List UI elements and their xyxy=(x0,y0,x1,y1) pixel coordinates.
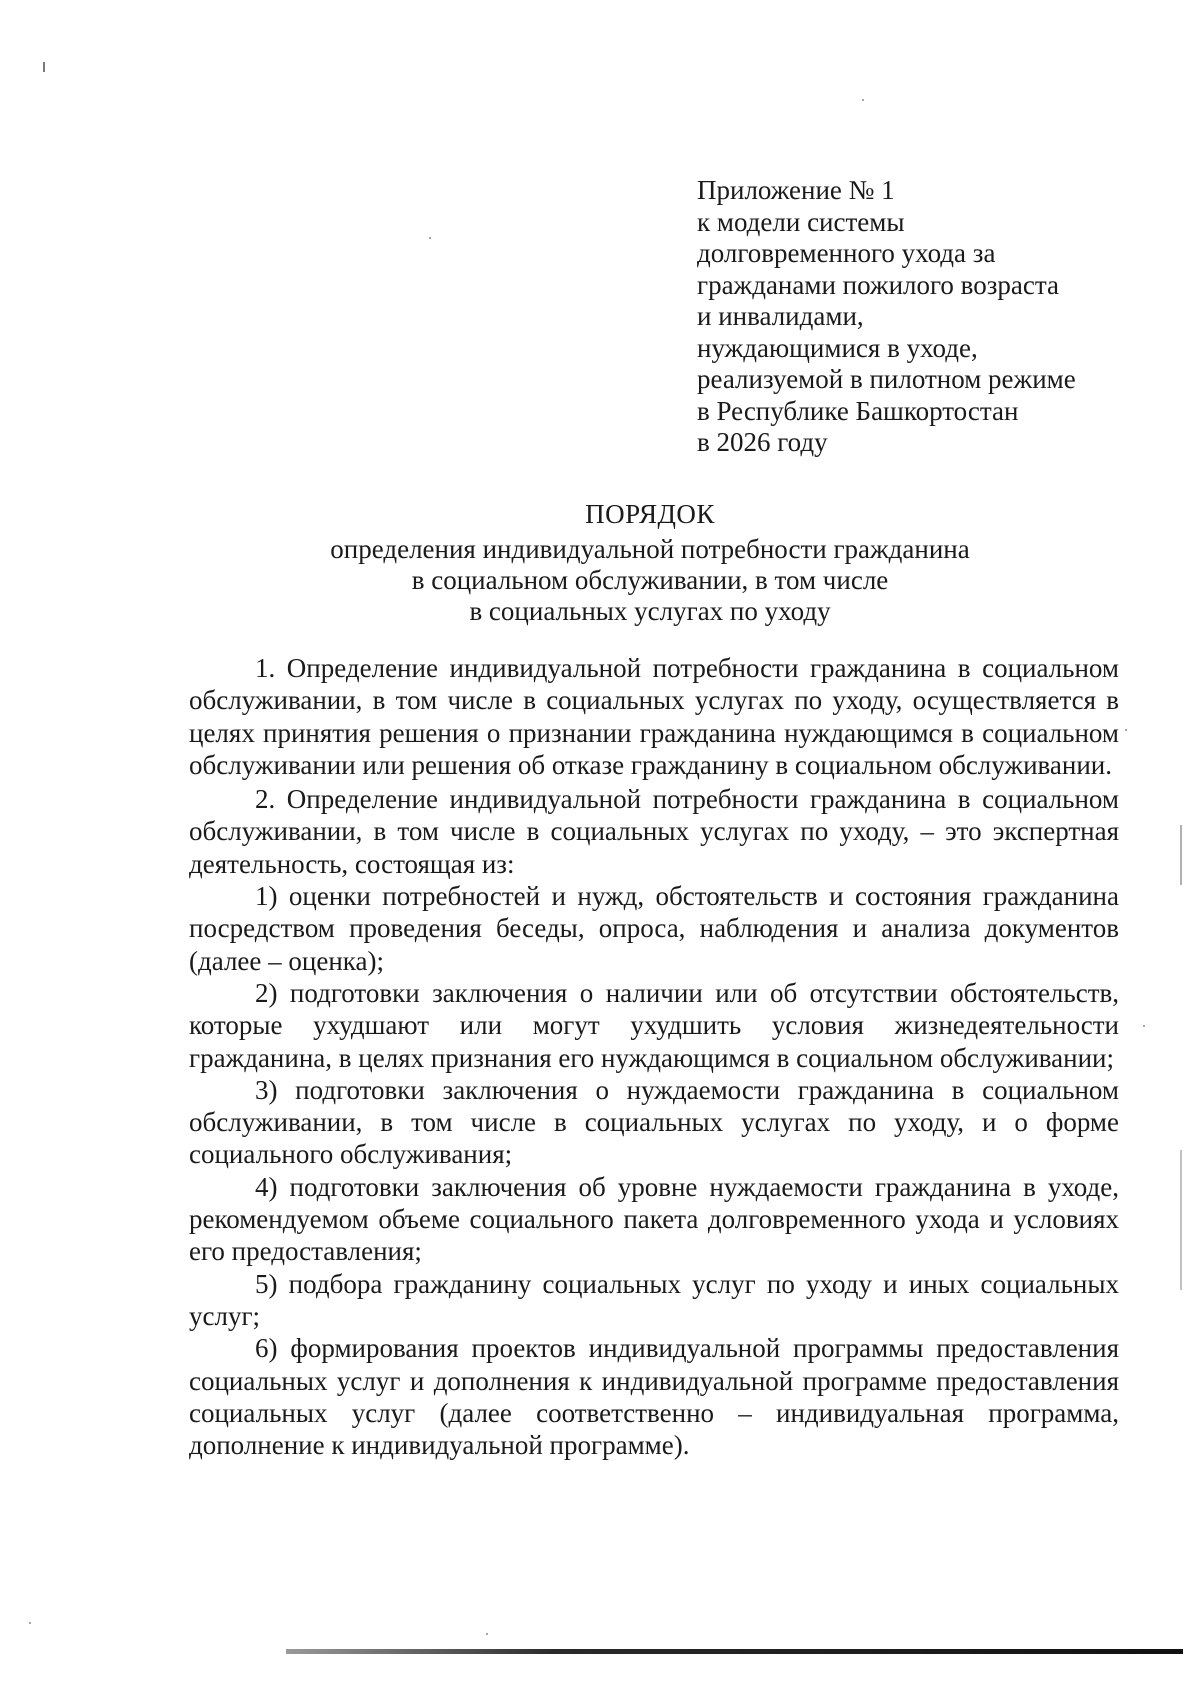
subitem-6-program-drafting: 6) формирования проектов индивидуальной программы предоставления социальных услуг и дополнения к индивидуальной программе предоставления социальных услуг (далее соответственно – индивидуальная программа, дополнение к индивидуальной программе). xyxy=(189,1333,1119,1461)
subitem-3-need-conclusion: 3) подготовки заключения о нуждаемости гражданина в социальном обслуживании, в том числе в социальных услугах по уходу, и о форме социального обслуживания; xyxy=(189,1074,1119,1170)
scan-edge-mark xyxy=(1180,1150,1182,1290)
appendix-reference xyxy=(697,175,1127,459)
scan-speck xyxy=(29,1622,31,1624)
title-subtitle-line: в социальном обслуживании, в том числе xyxy=(411,565,889,595)
scan-edge-mark xyxy=(43,62,45,72)
subitem-4-care-level-conclusion: 4) подготовки заключения об уровне нуждаемости гражданина в уходе, рекомендуемом объеме социального пакета долговременного ухода и условиях его предоставления; xyxy=(189,1171,1119,1267)
appendix-line: долговременного ухода за xyxy=(697,238,996,268)
title-heading: ПОРЯДОК xyxy=(585,499,715,529)
title-subtitle-line: в социальных услугах по уходу xyxy=(469,596,831,626)
paragraph-item-1: 1. Определение индивидуальной потребности гражданина в социальном обслуживании, в том числе в социальных услугах по уходу, осуществляется в целях принятия решения о признании гражданина нуждающимся в социальном обслуживании или решения об отказе гражданину в социальном обслуживании. xyxy=(189,653,1119,780)
subitem-2-circumstances-conclusion: 2) подготовки заключения о наличии или об отсутствии обстоятельств, которые ухудшают или могут ухудшить условия жизнедеятельности гражданина, в целях признания его нуждающимся в социальном обслуживании; xyxy=(189,977,1119,1073)
appendix-line: реализуемой в пилотном режиме xyxy=(697,364,1076,394)
subitem-5-service-selection: 5) подбора гражданину социальных услуг по уходу и иных социальных услуг; xyxy=(189,1268,1119,1331)
appendix-line: в Республике Башкортостан xyxy=(697,395,1019,426)
scan-speck xyxy=(1125,729,1127,731)
appendix-line: нуждающимися в уходе, xyxy=(697,332,978,363)
scan-speck xyxy=(429,237,431,239)
scan-edge-mark xyxy=(1180,825,1182,885)
appendix-line: в 2026 году xyxy=(697,427,828,457)
appendix-line: гражданами пожилого возраста xyxy=(697,269,1059,300)
title-subtitle-line: определения индивидуальной потребности гражданина xyxy=(330,534,970,564)
paragraph-item-2: 2. Определение индивидуальной потребности гражданина в социальном обслуживании, в том числе в социальных услугах по уходу, – это экспертная деятельность, состоящая из: xyxy=(189,784,1119,879)
scan-speck xyxy=(1143,1025,1145,1027)
bottom-divider-line xyxy=(286,1649,1183,1654)
subitem-1-assessment: 1) оценки потребностей и нужд, обстоятельств и состояния гражданина посредством проведения беседы, опроса, наблюдения и анализа документов (далее – оценка); xyxy=(189,881,1119,976)
document-title xyxy=(180,496,1120,627)
scan-speck xyxy=(862,99,864,101)
appendix-line: и инвалидами, xyxy=(697,301,864,331)
appendix-line: Приложение № 1 xyxy=(697,175,895,205)
scan-speck xyxy=(486,1633,488,1635)
document-body xyxy=(189,652,1119,1461)
appendix-line: к модели системы xyxy=(697,206,905,237)
